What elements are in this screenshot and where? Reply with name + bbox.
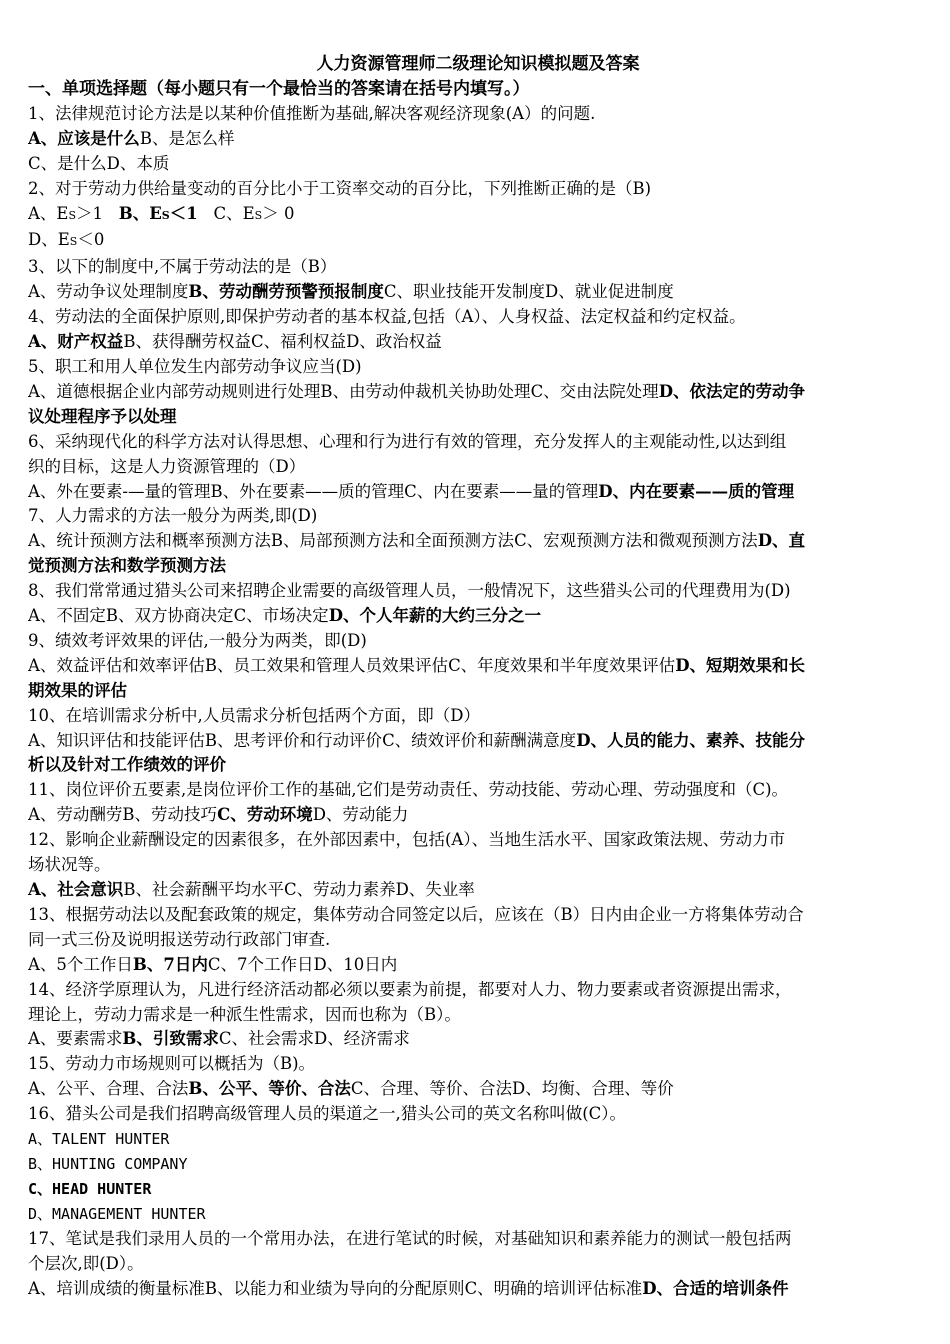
question-6-options: A、外在要素-—量的管理B、外在要素——质的管理C、内在要素——量的管理D、内在要素——质的管理 [28, 481, 795, 501]
question-9-options: A、效益评估和效率评估B、员工效果和管理人员效果评估C、年度效果和半年度效果评估D、短期效果和长 [28, 655, 805, 675]
question-4-options: A、财产权益B、获得酬劳权益C、福利权益D、政治权益 [28, 332, 442, 352]
question-5-options-cont: 议处理程序予以处理 [28, 406, 177, 426]
question-9-options-cont: 期效果的评估 [28, 680, 127, 700]
question-12-options: A、社会意识B、社会薪酬平均水平C、劳动力素养D、失业率 [28, 880, 475, 899]
section-heading: 一、单项选择题（每小题只有一个最恰当的答案请在括号内填写。） [28, 79, 530, 99]
question-6-stem-1: 6、采纳现代化的科学方法对认得思想、心理和行为进行有效的管理，充分发挥人的主观能动性,以达到组 [28, 431, 787, 451]
question-2-option-d-line [28, 228, 928, 255]
question-3-stem: 3、以下的制度中,不属于劳动法的是（B） [28, 257, 337, 277]
question-8-stem: 8、我们常常通过猎头公司来招聘企业需要的高级管理人员，一般情况下，这些猎头公司的代理费用为(D) [28, 581, 791, 601]
question-7-options-cont: 觉预测方法和数学预测方法 [28, 556, 226, 576]
question-17-stem-1: 17、笔试是我们录用人员的一个常用办法，在进行笔试的时候，对基础知识和素养能力的测试一般包括两 [28, 1228, 792, 1248]
question-16-option-d: D、MANAGEMENT HUNTER [28, 1204, 206, 1223]
question-8-options: A、不固定B、双方协商决定C、市场决定D、个人年薪的大约三分之一 [28, 606, 541, 626]
question-14-stem-1: 14、经济学原理认为，凡进行经济活动都必须以要素为前提，都要对人力、物力要素或者资源提出需求， [28, 979, 792, 999]
question-15-stem: 15、劳动力市场规则可以概括为（B)。 [28, 1054, 316, 1074]
question-14-stem-2: 理论上，劳动力需求是一种派生性需求，因而也称为（B）。 [28, 1004, 461, 1024]
q2-option-b: B、ES＜1 [118, 203, 198, 223]
question-13-options: A、5个工作日B、7日内C、7个工作日D、10日内 [28, 954, 398, 974]
q1-option-d: D、本质 [106, 153, 170, 173]
question-1-options-cd [28, 152, 928, 177]
q2-option-c: C、ES＞ 0 [213, 203, 295, 223]
question-13-stem-1: 13、根据劳动法以及配套政策的规定，集体劳动合同签定以后，应该在（B）日内由企业一方将集体劳动合 [28, 904, 804, 924]
question-7-options: A、统计预测方法和概率预测方法B、局部预测方法和全面预测方法C、宏观预测方法和微观预测方法D、直 [28, 531, 805, 551]
question-10-options: A、知识评估和技能评估B、思考评价和行动评价C、绩效评价和薪酬满意度D、人员的能力、素养、技能分 [28, 730, 805, 750]
question-12-stem-1: 12、影响企业薪酬设定的因素很多，在外部因素中，包括(A）、当地生活水平、国家政策法规、劳动力市 [28, 830, 786, 850]
question-6-stem-2: 织的目标，这是人力资源管理的（D） [28, 456, 306, 476]
question-16-option-c: C、HEAD HUNTER [28, 1179, 152, 1198]
question-5-options: A、道德根据企业内部劳动规则进行处理B、由劳动仲裁机关协助处理C、交由法院处理D、依法定的劳动争 [28, 381, 805, 401]
question-10-options-cont: 析以及针对工作绩效的评价 [28, 755, 226, 775]
q2-option-d: D、ES＜0 [28, 230, 105, 250]
question-9-stem: 9、绩效考评效果的评估,一般分为两类，即(D) [28, 630, 367, 650]
question-13-stem-2: 同一式三份及说明报送劳动行政部门审查. [28, 929, 331, 949]
question-11-options: A、劳动酬劳B、劳动技巧C、劳动环境D、劳动能力 [28, 805, 409, 825]
question-2-stem: 2、对于劳动力供给量变动的百分比小于工资率交动的百分比，下列推断正确的是（B) [28, 178, 652, 198]
question-2-options-abc [28, 202, 928, 229]
question-17-stem-2: 个层次,即(D）。 [28, 1253, 144, 1273]
question-10-stem: 10、在培训需求分析中,人员需求分析包括两个方面，即（D） [28, 705, 480, 725]
question-1-options-ab [28, 127, 928, 152]
question-16-option-a: A、TALENT HUNTER [28, 1130, 170, 1149]
question-17-options: A、培训成绩的衡量标准B、以能力和业绩为导向的分配原则C、明确的培训评估标准D、合适的培训条件 [28, 1278, 789, 1298]
q1-option-b: B、是怎么样 [139, 128, 235, 148]
question-3-options: A、劳动争议处理制度B、劳动酬劳预警预报制度C、职业技能开发制度D、就业促进制度 [28, 282, 674, 302]
question-11-stem: 11、岗位评价五要素,是岗位评价工作的基础,它们是劳动责任、劳动技能、劳动心理、劳动强度和（C)。 [28, 780, 789, 800]
question-16-stem: 16、猎头公司是我们招聘高级管理人员的渠道之一,猎头公司的英文名称叫做(C）。 [28, 1104, 627, 1124]
question-4-stem: 4、劳动法的全面保护原则,即保护劳动者的基本权益,包括（A）、人身权益、法定权益和约定权益。 [28, 307, 746, 327]
q1-option-a: A、应该是什么 [28, 128, 140, 148]
question-16-option-b: B、HUNTING COMPANY [28, 1154, 188, 1173]
question-1-stem: 1、法律规范讨论方法是以某种价值推断为基础,解决客观经济现象(A）的问题. [28, 103, 596, 123]
q2-option-a: A、ES＞1 [28, 203, 104, 223]
question-5-stem: 5、职工和用人单位发生内部劳动争议应当(D) [28, 356, 362, 376]
document-title: 人力资源管理师二级理论知识模拟题及答案 [316, 54, 640, 74]
question-15-options: A、公平、合理、合法B、公平、等价、合法C、合理、等价、合法D、均衡、合理、等价 [28, 1079, 674, 1099]
question-14-options: A、要素需求B、引致需求C、社会需求D、经济需求 [28, 1029, 410, 1049]
question-7-stem: 7、人力需求的方法一般分为两类,即(D) [28, 506, 318, 526]
q1-option-c: C、是什么 [28, 153, 107, 173]
document-page [28, 52, 928, 1301]
question-12-stem-2: 场状况等。 [28, 855, 111, 875]
